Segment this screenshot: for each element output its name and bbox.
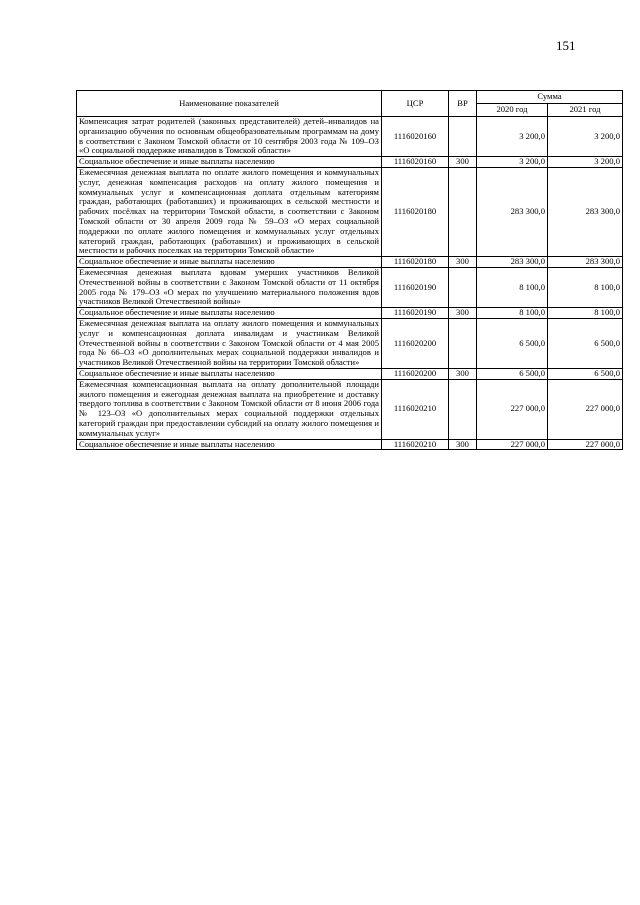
row-sum-2020: 283 300,0	[477, 167, 548, 256]
row-vr	[449, 167, 477, 256]
header-vr: ВР	[449, 91, 477, 117]
row-vr: 300	[449, 157, 477, 168]
table-row	[77, 308, 623, 319]
row-sum-2020: 283 300,0	[477, 257, 548, 268]
row-name: Компенсация затрат родителей (законных представителей) детей–инвалидов на организацию обучения по основным общеобразовательным программам на дому в соответствии с Законом Томской области от 10 сентября 2003 года № 109–ОЗ «О социальной поддержке инвалидов в Томской области»	[77, 117, 382, 157]
row-csr: 1116020180	[382, 257, 449, 268]
table-row	[77, 157, 623, 168]
row-name: Ежемесячная денежная выплата вдовам умерших участников Великой Отечественной войны в соответствии с Законом Томской области от 11 октября 2005 года № 179–ОЗ «О мерах по улучшению материального положения вдов участников Великой Отечественной войны»	[77, 267, 382, 307]
row-sum-2021: 8 100,0	[548, 308, 623, 319]
row-name: Ежемесячная компенсационная выплата на оплату дополнительной площади жилого помещения и ежегодная денежная выплата на приобретение и доставку твердого топлива в соответствии с Законом Томской области от 8 июня 2006 года № 123–ОЗ «О дополнительных мерах социальной поддержки отдельных категорий граждан при предоставлении субсидий на оплату жилого помещения и коммунальных услуг»	[77, 379, 382, 439]
row-csr: 1116020200	[382, 318, 449, 368]
row-csr: 1116020190	[382, 267, 449, 307]
row-csr: 1116020180	[382, 167, 449, 256]
row-sum-2021: 3 200,0	[548, 157, 623, 168]
row-sum-2021: 283 300,0	[548, 167, 623, 256]
header-year-2021: 2021 год	[548, 104, 623, 117]
row-csr: 1116020190	[382, 308, 449, 319]
row-sum-2020: 227 000,0	[477, 379, 548, 439]
row-sum-2020: 8 100,0	[477, 308, 548, 319]
header-sum: Сумма	[477, 91, 623, 104]
header-year-2020: 2020 год	[477, 104, 548, 117]
table-row	[77, 439, 623, 450]
row-vr: 300	[449, 439, 477, 450]
row-csr: 1116020160	[382, 117, 449, 157]
row-name: Ежемесячная денежная выплата по оплате жилого помещения и коммунальных услуг, денежная компенсация расходов на оплату жилого помещения и коммунальных услуг и компенсационная доплата отдельным категориям граждан, работающих (работавших) и проживающих в сельской местности и рабочих посёлках на территории Томской области, в соответствии с Законом Томской области от 30 апреля 2009 года № 59–ОЗ «О мерах социальной поддержки по оплате жилого помещения и коммунальных услуг отдельных категорий граждан, работающих (работавших) и проживающих в сельской местности и рабочих поселках на территории Томской области»	[77, 167, 382, 256]
budget-table	[76, 90, 623, 450]
row-sum-2020: 6 500,0	[477, 368, 548, 379]
row-sum-2020: 6 500,0	[477, 318, 548, 368]
row-csr: 1116020210	[382, 379, 449, 439]
row-name: Социальное обеспечение и иные выплаты населению	[77, 257, 382, 268]
row-sum-2021: 8 100,0	[548, 267, 623, 307]
table-row	[77, 167, 623, 256]
header-name: Наименование показателей	[77, 91, 382, 117]
row-sum-2020: 8 100,0	[477, 267, 548, 307]
row-sum-2020: 3 200,0	[477, 157, 548, 168]
table-row	[77, 117, 623, 157]
row-name: Социальное обеспечение и иные выплаты населению	[77, 308, 382, 319]
row-csr: 1116020200	[382, 368, 449, 379]
table-body	[77, 117, 623, 450]
row-sum-2021: 227 000,0	[548, 379, 623, 439]
table-row	[77, 267, 623, 307]
page-number: 151	[556, 38, 576, 53]
row-csr: 1116020210	[382, 439, 449, 450]
row-sum-2020: 227 000,0	[477, 439, 548, 450]
row-name: Социальное обеспечение и иные выплаты населению	[77, 157, 382, 168]
row-sum-2021: 6 500,0	[548, 368, 623, 379]
row-sum-2021: 3 200,0	[548, 117, 623, 157]
row-vr: 300	[449, 308, 477, 319]
row-vr	[449, 318, 477, 368]
row-vr	[449, 267, 477, 307]
row-vr: 300	[449, 368, 477, 379]
table-row	[77, 379, 623, 439]
table-row	[77, 318, 623, 368]
table-row	[77, 368, 623, 379]
row-sum-2021: 227 000,0	[548, 439, 623, 450]
row-vr	[449, 379, 477, 439]
row-vr	[449, 117, 477, 157]
row-sum-2020: 3 200,0	[477, 117, 548, 157]
row-sum-2021: 283 300,0	[548, 257, 623, 268]
row-sum-2021: 6 500,0	[548, 318, 623, 368]
row-name: Ежемесячная денежная выплата на оплату жилого помещения и коммунальных услуг и компенсационная доплата инвалидам и участникам Великой Отечественной войны в соответствии с Законом Томской области от 4 мая 2005 года № 66–ОЗ «О дополнительных мерах социальной поддержки инвалидов и участников Великой Отечественной войны на территории Томской области»	[77, 318, 382, 368]
row-csr: 1116020160	[382, 157, 449, 168]
row-name: Социальное обеспечение и иные выплаты населению	[77, 439, 382, 450]
row-name: Социальное обеспечение и иные выплаты населению	[77, 368, 382, 379]
table-row	[77, 257, 623, 268]
header-csr: ЦСР	[382, 91, 449, 117]
row-vr: 300	[449, 257, 477, 268]
